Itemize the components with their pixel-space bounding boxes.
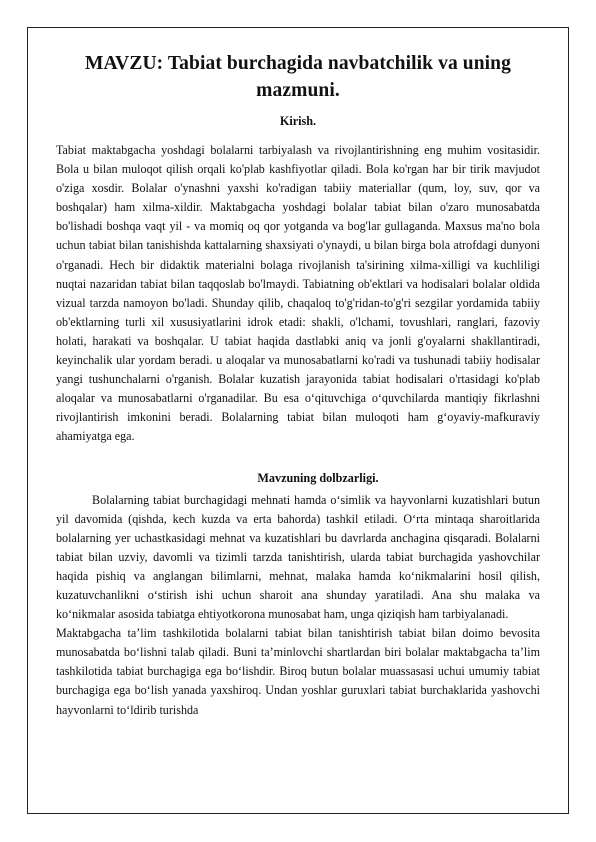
document-title: MAVZU: Tabiat burchagida navbatchilik va uning mazmuni. (85, 53, 511, 101)
intro-heading: Kirish. (279, 114, 317, 128)
intro-paragraph: Tabiat maktabgacha yoshdagi bolalarni tarbiyalash va rivojlantirishning eng muhim vositasidir. Bola u bilan muloqot qilish orqali ko'plab kashfiyotlar qiladi. Bola ko'rgan har bir tirik mavjudot o'ziga xosdir. Bolalar o'ynashni yaxshi ko'radigan tabiiy materiallar (qum, loy, suv, qor va boshqalar) ham xilma-xildir. Maktabgacha yoshdagi bolalar tabiat bilan o'zaro munosabatda bo'lishadi boshqa vaqt yil - va momiq oq qor yotganda va bog'lar gullaganda. Maxsus ma'no bola uchun tabiat bilan tanishishda kattalarning shaxsiyati o'ynaydi, u bilan birga bola atrofdagi dunyoni o'rganadi. Hech bir didaktik materialni bolaga rivojlanish ta'sirining xilma-xilligi va kuchliligi nuqtai nazaridan tabiat bilan taqqoslab bo'lmaydi. Tabiatning ob'ektlari va hodisalari bolalar oldida vizual tarzda namoyon bo'ladi. Shunday qilib, chaqaloq to'g'ridan-to'g'ri sezgilar yordamida tabiiy ob'ektlarning turli xil xususiyatlarini idrok etadi: shakli, o'lchami, tovushlari, ranglari, fazoviy holati, harakati va boshqalar. U tabiat haqida dastlabki aniq va jonli g'oyalarni shakllantiradi, keyinchalik ular yordam beradi. u aloqalar va munosabatlarni ko'radi va tushunadi tabiiy hodisalar yangi tushunchalarni o'rganish. Bolalar kuzatish jarayonida tabiat hodisalari o'rtasidagi ko'plab aloqalar va munosabatlarni o'rganadilar. Bu esa o‘qituvchiga o‘quvchilarda mantiqiy fikrlashni rivojlantirish imkonini beradi. Bolalarning tabiat bilan muloqoti ham g‘oyaviy-mafkuraviy ahamiyatga ega. (56, 143, 540, 444)
document-body (56, 50, 540, 720)
relevance-heading: Mavzuning dolbzarligi. (257, 470, 379, 485)
relevance-paragraph-2: Maktabgacha ta’lim tashkilotida bolalarni tabiat bilan tanishtirish tabiat bilan doimo bevosita munosabatda bo‘lishni talab qiladi. Buni ta’minlovchi shartlardan biri bolalar maktabgacha ta’lim tashkilotida tabiat burchagiga ega bo‘lishdir. Biroq butun bolalar muassasasi uchui umumiy tabiat burchagiga ega bo‘lish yanada yaxshiroq. Undan yoshlar guruxlari tabiat burchaklarida yashovchi hayvonlarni to‘ldirib turishda (56, 626, 540, 717)
relevance-paragraph-1: Bolalarning tabiat burchagidagi mehnati hamda o‘simlik va hayvonlarni kuzatishlari butun yil davomida (qishda, kech kuzda va erta bahorda) tashkil etiladi. O‘rta mintaqa sharoitlarida bolalarning yer uchastkasidagi mehnat va kuzatishlari bu davrlarda anchagina qisqaradi. Bolalarni tabiat bilan uzviy, davomli va tizimli tarzda tanishtirish, ularda tabiat burchagida yashovchilar haqida pishiq va anglangan bilimlarni, mehnat, malaka hamda ko‘nikmalarini hosil qilish, kuzatuvchanlikni o‘stirish ishi uchun sharoit ana shunday yaratiladi. Ana shu malaka va ko‘nikmalar asosida tabiatga ehtiyotkorona munosabat ham, unga qiziqish ham tarbiyalanadi. (56, 492, 540, 622)
